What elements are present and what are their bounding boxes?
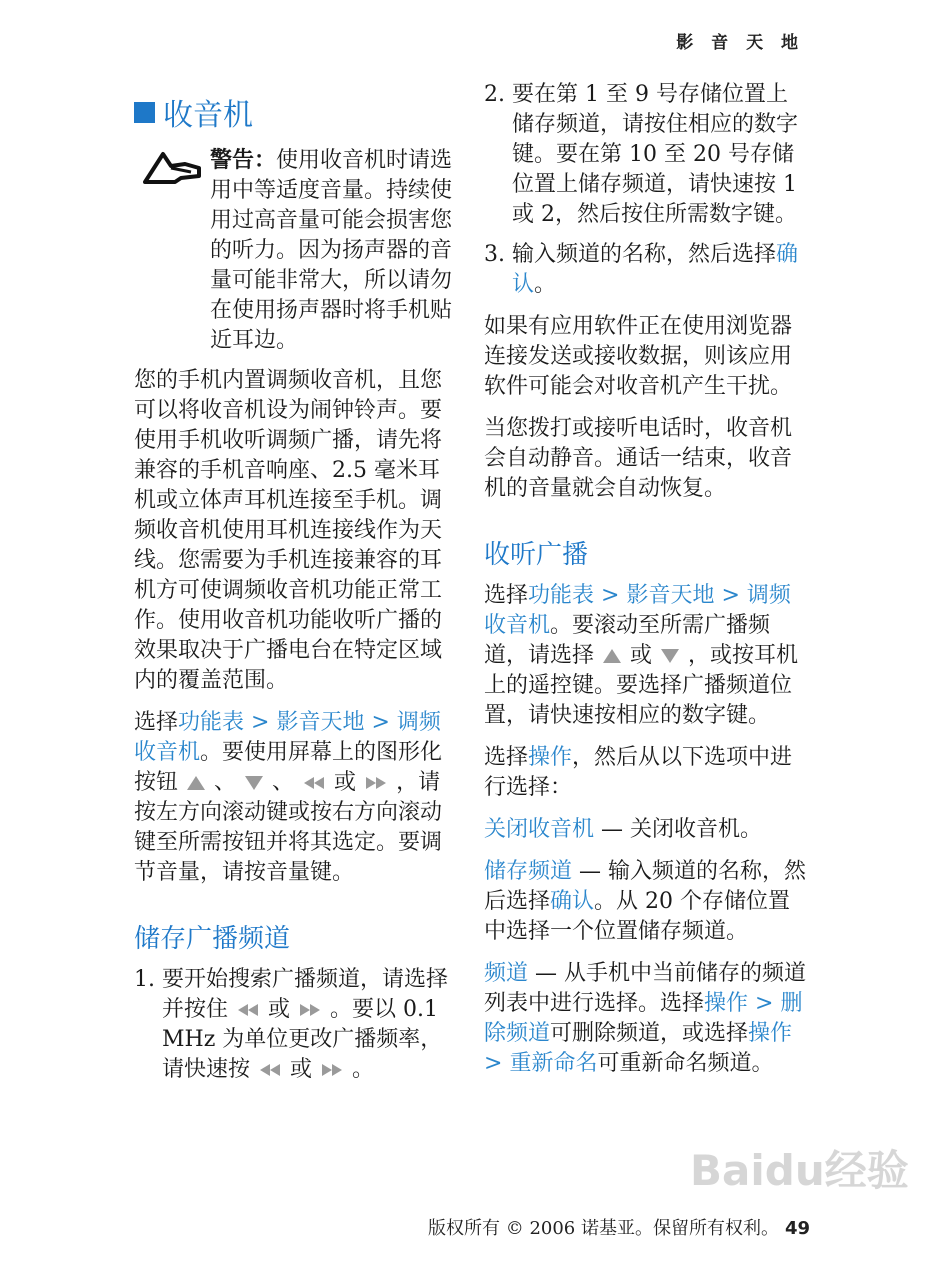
- option-channels: [484, 959, 806, 1079]
- text: 。从 20 个存储位置中选择一个位置储存频道。: [484, 889, 791, 944]
- list-item: [484, 80, 806, 230]
- warning-label: 警告：: [210, 148, 277, 173]
- fast-forward-icon: [298, 1003, 322, 1017]
- text: 。要以 0.1 MHz 为单位更改广播频率，请快速按: [162, 997, 443, 1082]
- up-arrow-icon: [602, 648, 622, 664]
- option-close-radio: [484, 815, 806, 845]
- step-text: 要在第 1 至 9 号存储位置上储存频道，请按住相应的数字键。要在第 10 至 20 号存储位置上储存频道，请快速按 1 或 2，然后按住所需数字键。: [512, 82, 799, 227]
- separator: >: [714, 583, 747, 608]
- left-column: [134, 80, 456, 1097]
- step-number: 3.: [484, 242, 505, 267]
- options-link[interactable]: 操作: [748, 1021, 793, 1046]
- listen-heading: 收听广播: [484, 540, 589, 570]
- text: — 关闭收音机。: [594, 817, 763, 842]
- down-arrow-icon: [660, 648, 680, 664]
- option-store-channel: [484, 857, 806, 947]
- text: 。要使用屏幕上的图形化按钮: [134, 740, 443, 795]
- fast-forward-icon: [364, 776, 388, 790]
- warning-hand-icon: [134, 146, 210, 186]
- separator: >: [364, 710, 397, 735]
- delete-channel-link[interactable]: 删除频道: [484, 991, 803, 1046]
- page-number: 49: [784, 1218, 811, 1239]
- step-text: [162, 965, 456, 1085]
- text: 或: [630, 643, 653, 668]
- fast-forward-icon: [320, 1063, 344, 1077]
- warning-body: 使用收音机时请选用中等适度音量。持续使用过高音量可能会损害您的听力。因为扬声器的音量可能非常大，所以请勿在使用扬声器时将手机贴近耳边。: [210, 148, 453, 353]
- interference-paragraph: 如果有应用软件正在使用浏览器连接发送或接收数据，则该应用软件可能会对收音机产生干扰。: [484, 314, 793, 399]
- step-text: [512, 240, 806, 300]
- text: 要开始搜索广播频道，请选择并按住: [162, 967, 449, 1022]
- store-channels-heading: 储存广播频道: [134, 924, 291, 954]
- step-number: 1.: [134, 967, 155, 992]
- separator: >: [748, 991, 781, 1016]
- separator: >: [594, 583, 627, 608]
- up-arrow-icon: [186, 775, 206, 791]
- text: 。: [352, 1057, 375, 1082]
- copyright-text: 版权所有 © 2006 诺基亚。保留所有权利。: [428, 1218, 779, 1239]
- steps-list: [134, 965, 456, 1085]
- mute-paragraph: 当您拨打或接听电话时，收音机会自动静音。通话一结束，收音机的音量就会自动恢复。: [484, 416, 793, 501]
- menu-link[interactable]: 功能表: [528, 583, 595, 608]
- radio-link[interactable]: 调频收音机: [484, 583, 791, 638]
- list-item: [484, 240, 806, 300]
- text: 或: [290, 1057, 313, 1082]
- text: 可重新命名频道。: [597, 1051, 774, 1076]
- warning-block: [134, 146, 456, 356]
- media-link[interactable]: 影音天地: [626, 583, 715, 608]
- text: 。要滚动至所需广播频道，请选择: [484, 613, 771, 668]
- store-channel-link[interactable]: 储存频道: [484, 859, 573, 884]
- options-paragraph: [484, 743, 806, 803]
- section-title-text: 收音机: [163, 98, 253, 133]
- text: 。: [534, 272, 557, 297]
- intro-paragraph: 您的手机内置调频收音机，且您可以将收音机设为闹钟铃声。要使用手机收听调频广播，请先将兼容的手机音响座、2.5 毫米耳机或立体声耳机连接至手机。调频收音机使用耳机连接线作为天线。您需要为手机连接兼容的耳机方可使调频收音机功能正常工作。使用收音机功能收听广播的效果取决于广播电台在特定区域内的覆盖范围。: [134, 368, 443, 693]
- down-arrow-icon: [244, 775, 264, 791]
- steps-list-continued: [484, 80, 806, 300]
- confirm-link[interactable]: 确认: [550, 889, 595, 914]
- close-radio-link[interactable]: 关闭收音机: [484, 817, 595, 842]
- text: 或: [268, 997, 291, 1022]
- text: 、: [272, 770, 295, 795]
- text: ，请按左方向滚动键或按右方向滚动键至所需按钮并将其选定。要调节音量，请按音量键。: [134, 770, 443, 885]
- channels-link[interactable]: 频道: [484, 961, 529, 986]
- right-column: [484, 80, 806, 1091]
- warning-text: [210, 146, 456, 356]
- media-link[interactable]: 影音天地: [276, 710, 365, 735]
- list-item: [134, 965, 456, 1085]
- text: 、: [214, 770, 237, 795]
- text: — 输入频道的名称，然后选择: [484, 859, 807, 914]
- separator: >: [484, 1051, 510, 1076]
- section-header: 影 音 天 地: [676, 33, 804, 53]
- text: ，或按耳机上的遥控键。要选择广播频道位置，请快速按相应的数字键。: [484, 643, 799, 728]
- rename-link[interactable]: 重新命名: [509, 1051, 598, 1076]
- confirm-link[interactable]: 确认: [512, 242, 799, 297]
- text: ，然后从以下选项中进行选择：: [484, 745, 793, 800]
- text: 选择: [484, 745, 529, 770]
- options-link[interactable]: 操作: [704, 991, 749, 1016]
- rewind-icon: [302, 776, 326, 790]
- text: 选择: [484, 583, 529, 608]
- page-footer: [428, 1214, 810, 1240]
- baidu-watermark: Baidu经验: [690, 1146, 909, 1195]
- listen-paragraph: [484, 581, 806, 731]
- blue-square-icon: [134, 102, 155, 123]
- section-title: [134, 90, 456, 134]
- text: 可删除频道，或选择: [550, 1021, 749, 1046]
- rewind-icon: [236, 1003, 260, 1017]
- radio-link[interactable]: 调频收音机: [134, 710, 441, 765]
- text: 选择: [134, 710, 179, 735]
- text: 或: [334, 770, 357, 795]
- step-number: 2.: [484, 82, 505, 107]
- buttons-paragraph: [134, 708, 456, 888]
- text: — 从手机中当前储存的频道列表中进行选择。选择: [484, 961, 807, 1016]
- separator: >: [244, 710, 277, 735]
- text: 输入频道的名称，然后选择: [512, 242, 777, 267]
- options-link[interactable]: 操作: [528, 745, 573, 770]
- menu-link[interactable]: 功能表: [178, 710, 245, 735]
- rewind-icon: [258, 1063, 282, 1077]
